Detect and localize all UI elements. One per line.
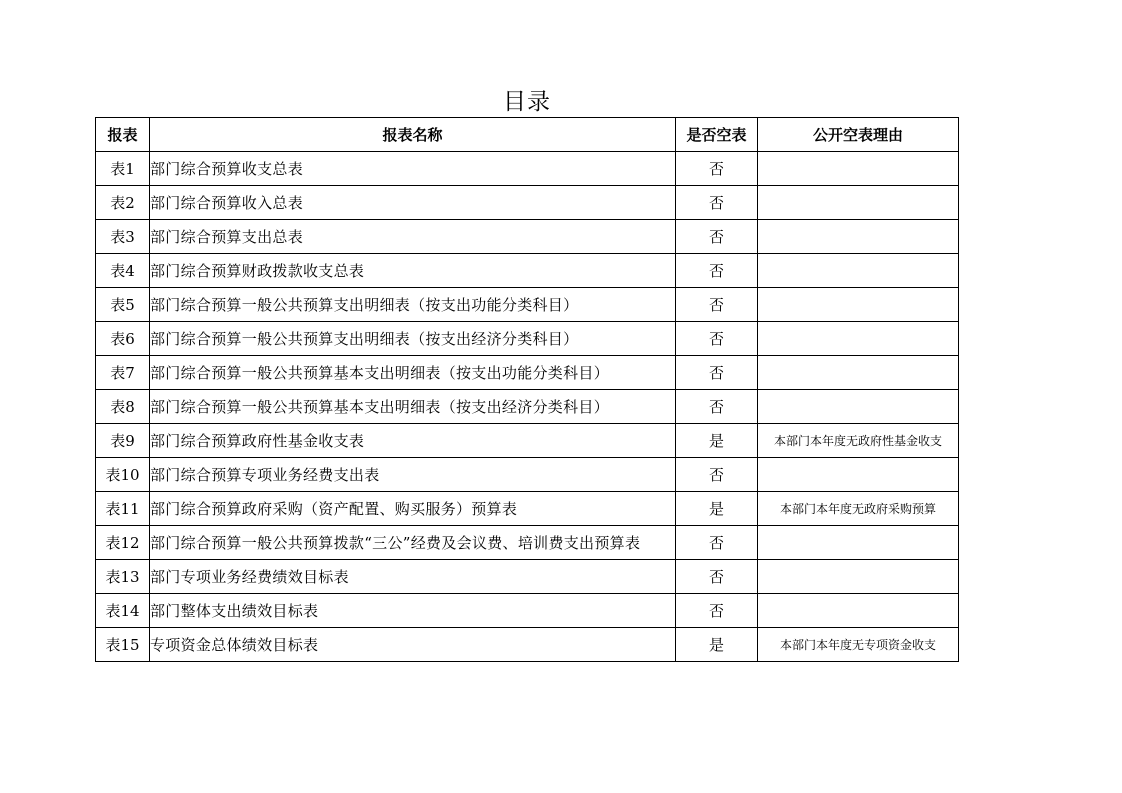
header-report-id: 报表 [96, 118, 150, 152]
empty-reason-cell [758, 458, 959, 492]
is-empty-cell: 是 [676, 628, 758, 662]
report-id-cell: 表9 [96, 424, 150, 458]
report-name-cell: 部门综合预算一般公共预算支出明细表（按支出功能分类科目） [150, 288, 676, 322]
table-header-row [96, 118, 959, 152]
report-id-cell: 表6 [96, 322, 150, 356]
empty-reason-cell [758, 526, 959, 560]
is-empty-cell: 否 [676, 526, 758, 560]
table-row [96, 152, 959, 186]
table-row [96, 594, 959, 628]
empty-reason-cell [758, 186, 959, 220]
report-id-cell: 表5 [96, 288, 150, 322]
table-row [96, 560, 959, 594]
empty-reason-cell [758, 254, 959, 288]
report-name-cell: 部门综合预算收入总表 [150, 186, 676, 220]
report-name-cell: 部门专项业务经费绩效目标表 [150, 560, 676, 594]
empty-reason-cell [758, 288, 959, 322]
table-row [96, 356, 959, 390]
report-name-cell: 部门综合预算政府性基金收支表 [150, 424, 676, 458]
table-row [96, 492, 959, 526]
report-id-cell: 表13 [96, 560, 150, 594]
empty-reason-cell [758, 594, 959, 628]
report-id-cell: 表7 [96, 356, 150, 390]
is-empty-cell: 否 [676, 458, 758, 492]
is-empty-cell: 否 [676, 220, 758, 254]
table-row [96, 220, 959, 254]
report-id-cell: 表15 [96, 628, 150, 662]
catalog-table [95, 117, 959, 662]
report-name-cell: 部门整体支出绩效目标表 [150, 594, 676, 628]
is-empty-cell: 否 [676, 152, 758, 186]
table-row [96, 526, 959, 560]
report-name-cell: 部门综合预算支出总表 [150, 220, 676, 254]
report-id-cell: 表8 [96, 390, 150, 424]
header-report-name: 报表名称 [150, 118, 676, 152]
is-empty-cell: 否 [676, 560, 758, 594]
empty-reason-cell [758, 560, 959, 594]
table-row [96, 628, 959, 662]
report-name-cell: 部门综合预算收支总表 [150, 152, 676, 186]
page-title: 目录 [503, 89, 551, 115]
report-id-cell: 表4 [96, 254, 150, 288]
is-empty-cell: 是 [676, 424, 758, 458]
report-name-cell: 部门综合预算一般公共预算支出明细表（按支出经济分类科目） [150, 322, 676, 356]
table-body [96, 152, 959, 662]
is-empty-cell: 是 [676, 492, 758, 526]
is-empty-cell: 否 [676, 254, 758, 288]
is-empty-cell: 否 [676, 594, 758, 628]
header-empty-reason: 公开空表理由 [758, 118, 959, 152]
report-name-cell: 部门综合预算一般公共预算拨款“三公”经费及会议费、培训费支出预算表 [150, 526, 676, 560]
report-id-cell: 表12 [96, 526, 150, 560]
table-row [96, 322, 959, 356]
table-row [96, 254, 959, 288]
empty-reason-cell: 本部门本年度无专项资金收支 [758, 628, 959, 662]
empty-reason-cell [758, 220, 959, 254]
header-is-empty: 是否空表 [676, 118, 758, 152]
table-row [96, 458, 959, 492]
report-id-cell: 表10 [96, 458, 150, 492]
table-row [96, 186, 959, 220]
is-empty-cell: 否 [676, 356, 758, 390]
empty-reason-cell [758, 322, 959, 356]
is-empty-cell: 否 [676, 186, 758, 220]
is-empty-cell: 否 [676, 288, 758, 322]
report-name-cell: 部门综合预算一般公共预算基本支出明细表（按支出功能分类科目） [150, 356, 676, 390]
report-id-cell: 表3 [96, 220, 150, 254]
report-id-cell: 表1 [96, 152, 150, 186]
empty-reason-cell: 本部门本年度无政府性基金收支 [758, 424, 959, 458]
empty-reason-cell [758, 390, 959, 424]
report-id-cell: 表11 [96, 492, 150, 526]
report-name-cell: 部门综合预算财政拨款收支总表 [150, 254, 676, 288]
report-name-cell: 部门综合预算一般公共预算基本支出明细表（按支出经济分类科目） [150, 390, 676, 424]
empty-reason-cell: 本部门本年度无政府采购预算 [758, 492, 959, 526]
empty-reason-cell [758, 356, 959, 390]
empty-reason-cell [758, 152, 959, 186]
table-row [96, 390, 959, 424]
report-name-cell: 专项资金总体绩效目标表 [150, 628, 676, 662]
report-id-cell: 表2 [96, 186, 150, 220]
is-empty-cell: 否 [676, 322, 758, 356]
report-id-cell: 表14 [96, 594, 150, 628]
table-row [96, 288, 959, 322]
report-name-cell: 部门综合预算专项业务经费支出表 [150, 458, 676, 492]
report-name-cell: 部门综合预算政府采购（资产配置、购买服务）预算表 [150, 492, 676, 526]
is-empty-cell: 否 [676, 390, 758, 424]
table-row [96, 424, 959, 458]
